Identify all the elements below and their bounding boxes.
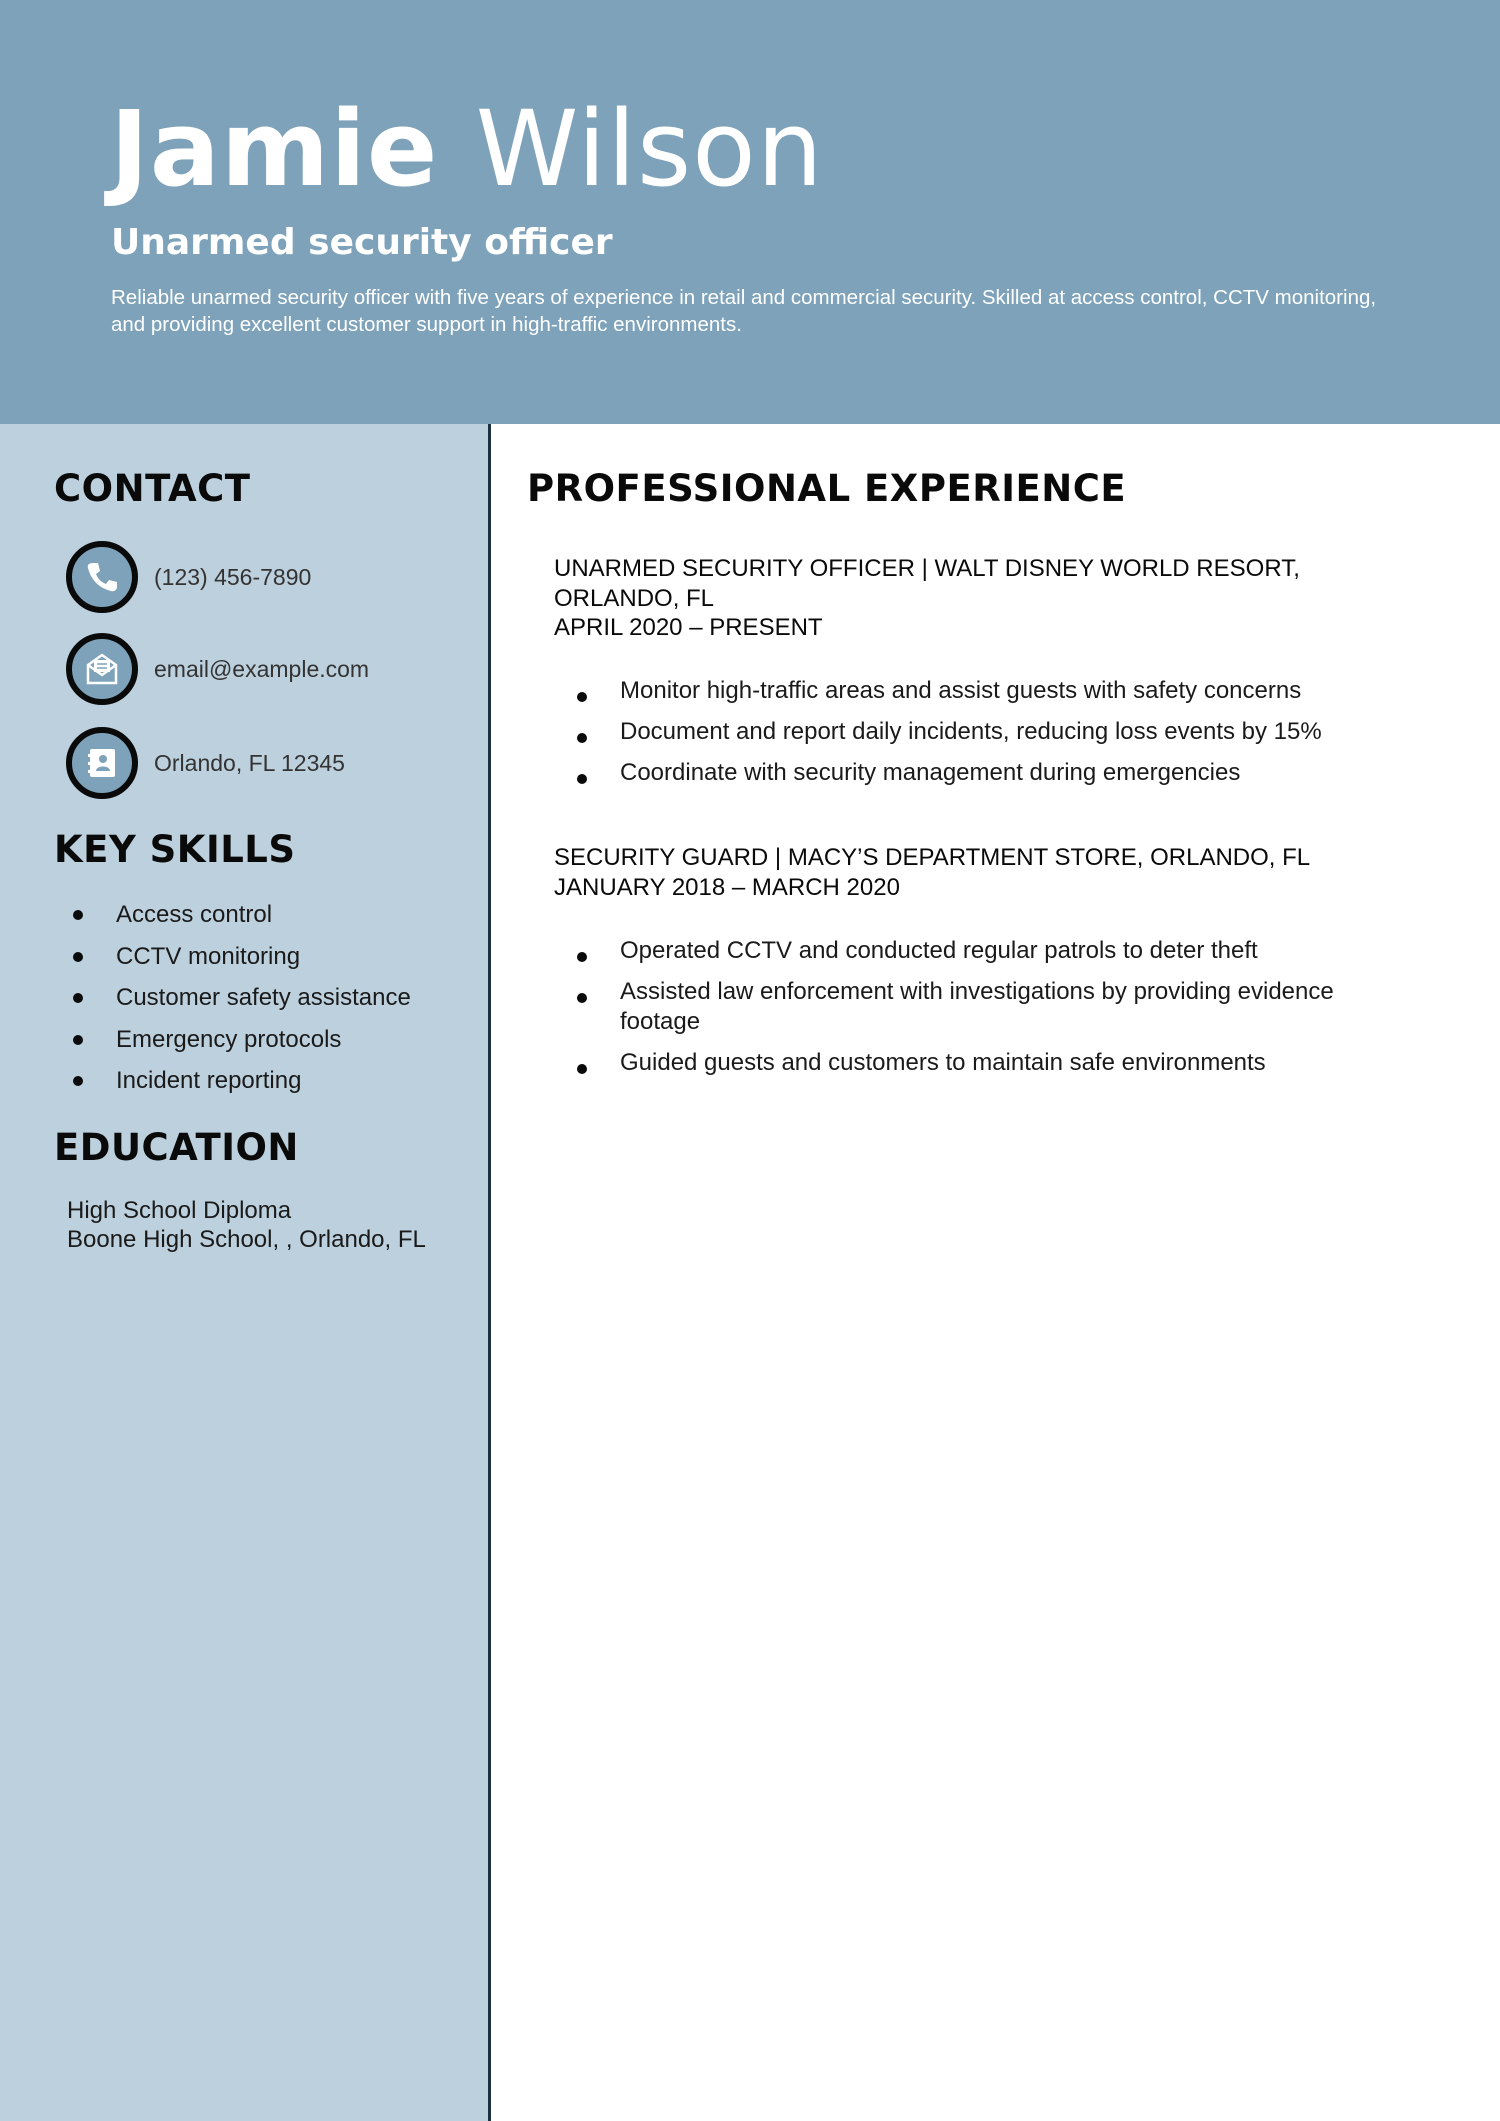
list-item: Monitor high-traffic areas and assist guests with safety concerns	[570, 676, 1390, 706]
education-heading: EDUCATION	[54, 1126, 299, 1169]
contact-heading: CONTACT	[54, 467, 251, 510]
list-item: Document and report daily incidents, reducing loss events by 15%	[570, 717, 1390, 747]
list-item: CCTV monitoring	[66, 936, 476, 978]
contact-email	[66, 633, 476, 705]
job-heading: UNARMED SECURITY OFFICER | WALT DISNEY WORLD RESORT, ORLANDO, FL	[554, 555, 1300, 612]
job-header	[554, 554, 1374, 643]
job-title: Unarmed security officer	[111, 222, 613, 263]
education-school: Boone High School, , Orlando, FL	[67, 1226, 426, 1253]
job-heading: SECURITY GUARD | MACY’S DEPARTMENT STORE, ORLANDO, FL	[554, 844, 1311, 871]
list-item: Customer safety assistance	[66, 977, 476, 1019]
address-text: Orlando, FL 12345	[154, 750, 345, 776]
contact-address	[66, 727, 476, 799]
list-item: Operated CCTV and conducted regular patrols to deter theft	[570, 936, 1390, 966]
list-item: Assisted law enforcement with investigations by providing evidence footage	[570, 977, 1390, 1037]
job-bullets	[570, 676, 1390, 799]
email-icon	[66, 633, 138, 705]
last-name: Wilson	[475, 88, 824, 210]
skills-heading: KEY SKILLS	[54, 828, 296, 871]
resume-header	[0, 0, 1500, 424]
candidate-name	[110, 84, 824, 214]
job-dates: JANUARY 2018 – MARCH 2020	[554, 873, 900, 901]
job-dates: APRIL 2020 – PRESENT	[554, 614, 823, 641]
contact-phone	[66, 541, 476, 613]
skills-list	[66, 894, 476, 1102]
phone-icon	[66, 541, 138, 613]
job-header	[554, 843, 1374, 902]
job-bullets	[570, 936, 1390, 1089]
education-entry	[67, 1196, 426, 1254]
phone-text: (123) 456-7890	[154, 564, 312, 590]
list-item: Access control	[66, 894, 476, 936]
list-item: Guided guests and customers to maintain safe environments	[570, 1048, 1390, 1078]
experience-heading: PROFESSIONAL EXPERIENCE	[527, 467, 1127, 510]
list-item: Emergency protocols	[66, 1019, 476, 1061]
education-degree: High School Diploma	[67, 1197, 292, 1224]
profile-summary: Reliable unarmed security officer with five years of experience in retail and commercial security. Skilled at access control, CCTV monitoring, and providing excellent customer support in high-traffic environments.	[111, 286, 1377, 336]
first-name: Jamie	[110, 88, 439, 210]
address-book-icon	[66, 727, 138, 799]
list-item: Incident reporting	[66, 1060, 476, 1102]
list-item: Coordinate with security management during emergencies	[570, 758, 1390, 788]
email-text: email@example.com	[154, 656, 370, 682]
